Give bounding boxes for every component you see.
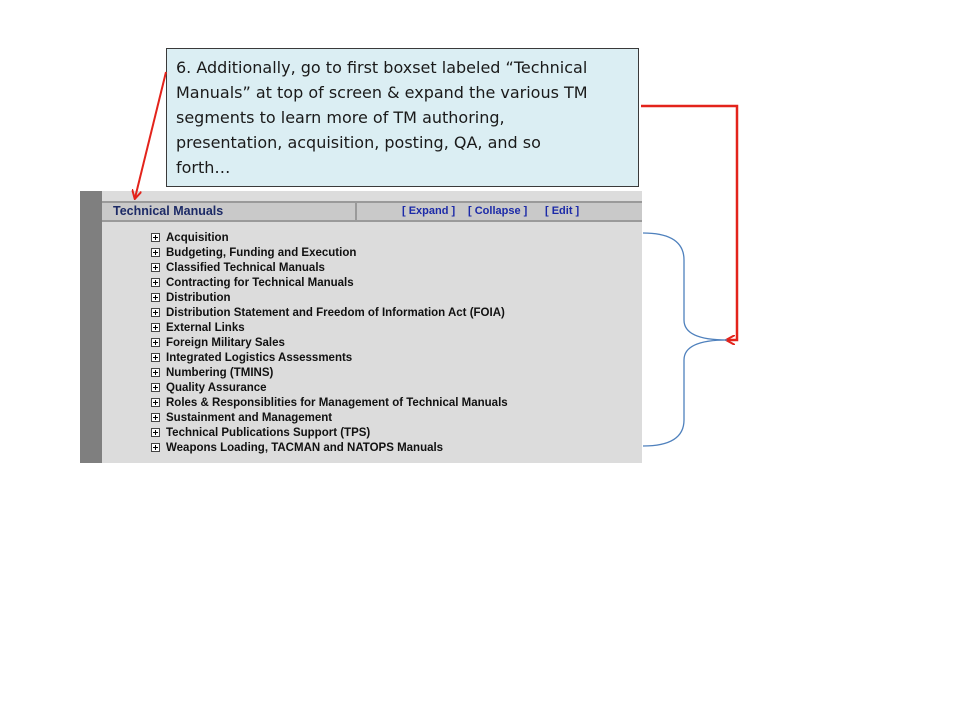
list-item[interactable] <box>151 306 508 321</box>
segment-label[interactable]: Integrated Logistics Assessments <box>166 352 353 364</box>
collapse-link[interactable]: [ Collapse ] <box>468 205 528 217</box>
list-item[interactable] <box>151 261 508 276</box>
plus-box-icon[interactable] <box>151 383 160 392</box>
list-item[interactable] <box>151 441 508 456</box>
callout-line: Manuals” at top of screen & expand the various TM <box>176 83 588 102</box>
header-divider <box>355 201 357 222</box>
segment-label[interactable]: Distribution Statement and Freedom of Information Act (FOIA) <box>166 307 505 319</box>
plus-box-icon[interactable] <box>151 368 160 377</box>
list-item[interactable] <box>151 366 508 381</box>
list-item[interactable] <box>151 321 508 336</box>
plus-box-icon[interactable] <box>151 443 160 452</box>
segment-label[interactable]: Sustainment and Management <box>166 412 333 424</box>
instruction-callout <box>166 48 639 187</box>
plus-box-icon[interactable] <box>151 338 160 347</box>
segment-label[interactable]: Numbering (TMINS) <box>166 367 274 379</box>
plus-box-icon[interactable] <box>151 428 160 437</box>
callout-line: forth… <box>176 158 231 177</box>
segment-label[interactable]: Classified Technical Manuals <box>166 262 325 274</box>
left-sidebar-strip <box>80 191 102 463</box>
segment-label[interactable]: Weapons Loading, TACMAN and NATOPS Manuals <box>166 442 444 454</box>
segment-label[interactable]: Foreign Military Sales <box>166 337 285 349</box>
plus-box-icon[interactable] <box>151 263 160 272</box>
plus-box-icon[interactable] <box>151 233 160 242</box>
plus-box-icon[interactable] <box>151 308 160 317</box>
expand-link[interactable]: [ Expand ] <box>402 205 456 217</box>
technical-manuals-boxset <box>80 191 642 463</box>
callout-line: presentation, acquisition, posting, QA, and so <box>176 133 541 152</box>
list-item[interactable] <box>151 291 508 306</box>
segment-label[interactable]: Quality Assurance <box>166 382 267 394</box>
list-item[interactable] <box>151 426 508 441</box>
list-item[interactable] <box>151 276 508 291</box>
connector-arrow <box>641 106 737 340</box>
list-item[interactable] <box>151 411 508 426</box>
list-item[interactable] <box>151 381 508 396</box>
segment-label[interactable]: Distribution <box>166 292 231 304</box>
segment-label[interactable]: Budgeting, Funding and Execution <box>166 247 357 259</box>
plus-box-icon[interactable] <box>151 323 160 332</box>
segment-label[interactable]: External Links <box>166 322 245 334</box>
list-bracket <box>643 233 727 446</box>
plus-box-icon[interactable] <box>151 293 160 302</box>
segment-label[interactable]: Technical Publications Support (TPS) <box>166 427 371 439</box>
plus-box-icon[interactable] <box>151 353 160 362</box>
plus-box-icon[interactable] <box>151 278 160 287</box>
edit-link[interactable]: [ Edit ] <box>545 205 580 217</box>
list-item[interactable] <box>151 231 508 246</box>
list-item[interactable] <box>151 246 508 261</box>
list-item[interactable] <box>151 351 508 366</box>
callout-line: 6. Additionally, go to first boxset labeled “Technical <box>176 58 588 77</box>
segment-label[interactable]: Contracting for Technical Manuals <box>166 277 354 289</box>
segment-label[interactable]: Roles & Responsiblities for Management of Technical Manuals <box>166 397 508 409</box>
plus-box-icon[interactable] <box>151 248 160 257</box>
list-item[interactable] <box>151 336 508 351</box>
plus-box-icon[interactable] <box>151 398 160 407</box>
segment-label[interactable]: Acquisition <box>166 232 229 244</box>
list-item[interactable] <box>151 396 508 411</box>
pointer-arrow <box>135 72 166 198</box>
callout-line: segments to learn more of TM authoring, <box>176 108 505 127</box>
segment-list <box>151 231 508 456</box>
boxset-header <box>102 201 642 222</box>
boxset-title: Technical Manuals <box>113 204 224 218</box>
plus-box-icon[interactable] <box>151 413 160 422</box>
